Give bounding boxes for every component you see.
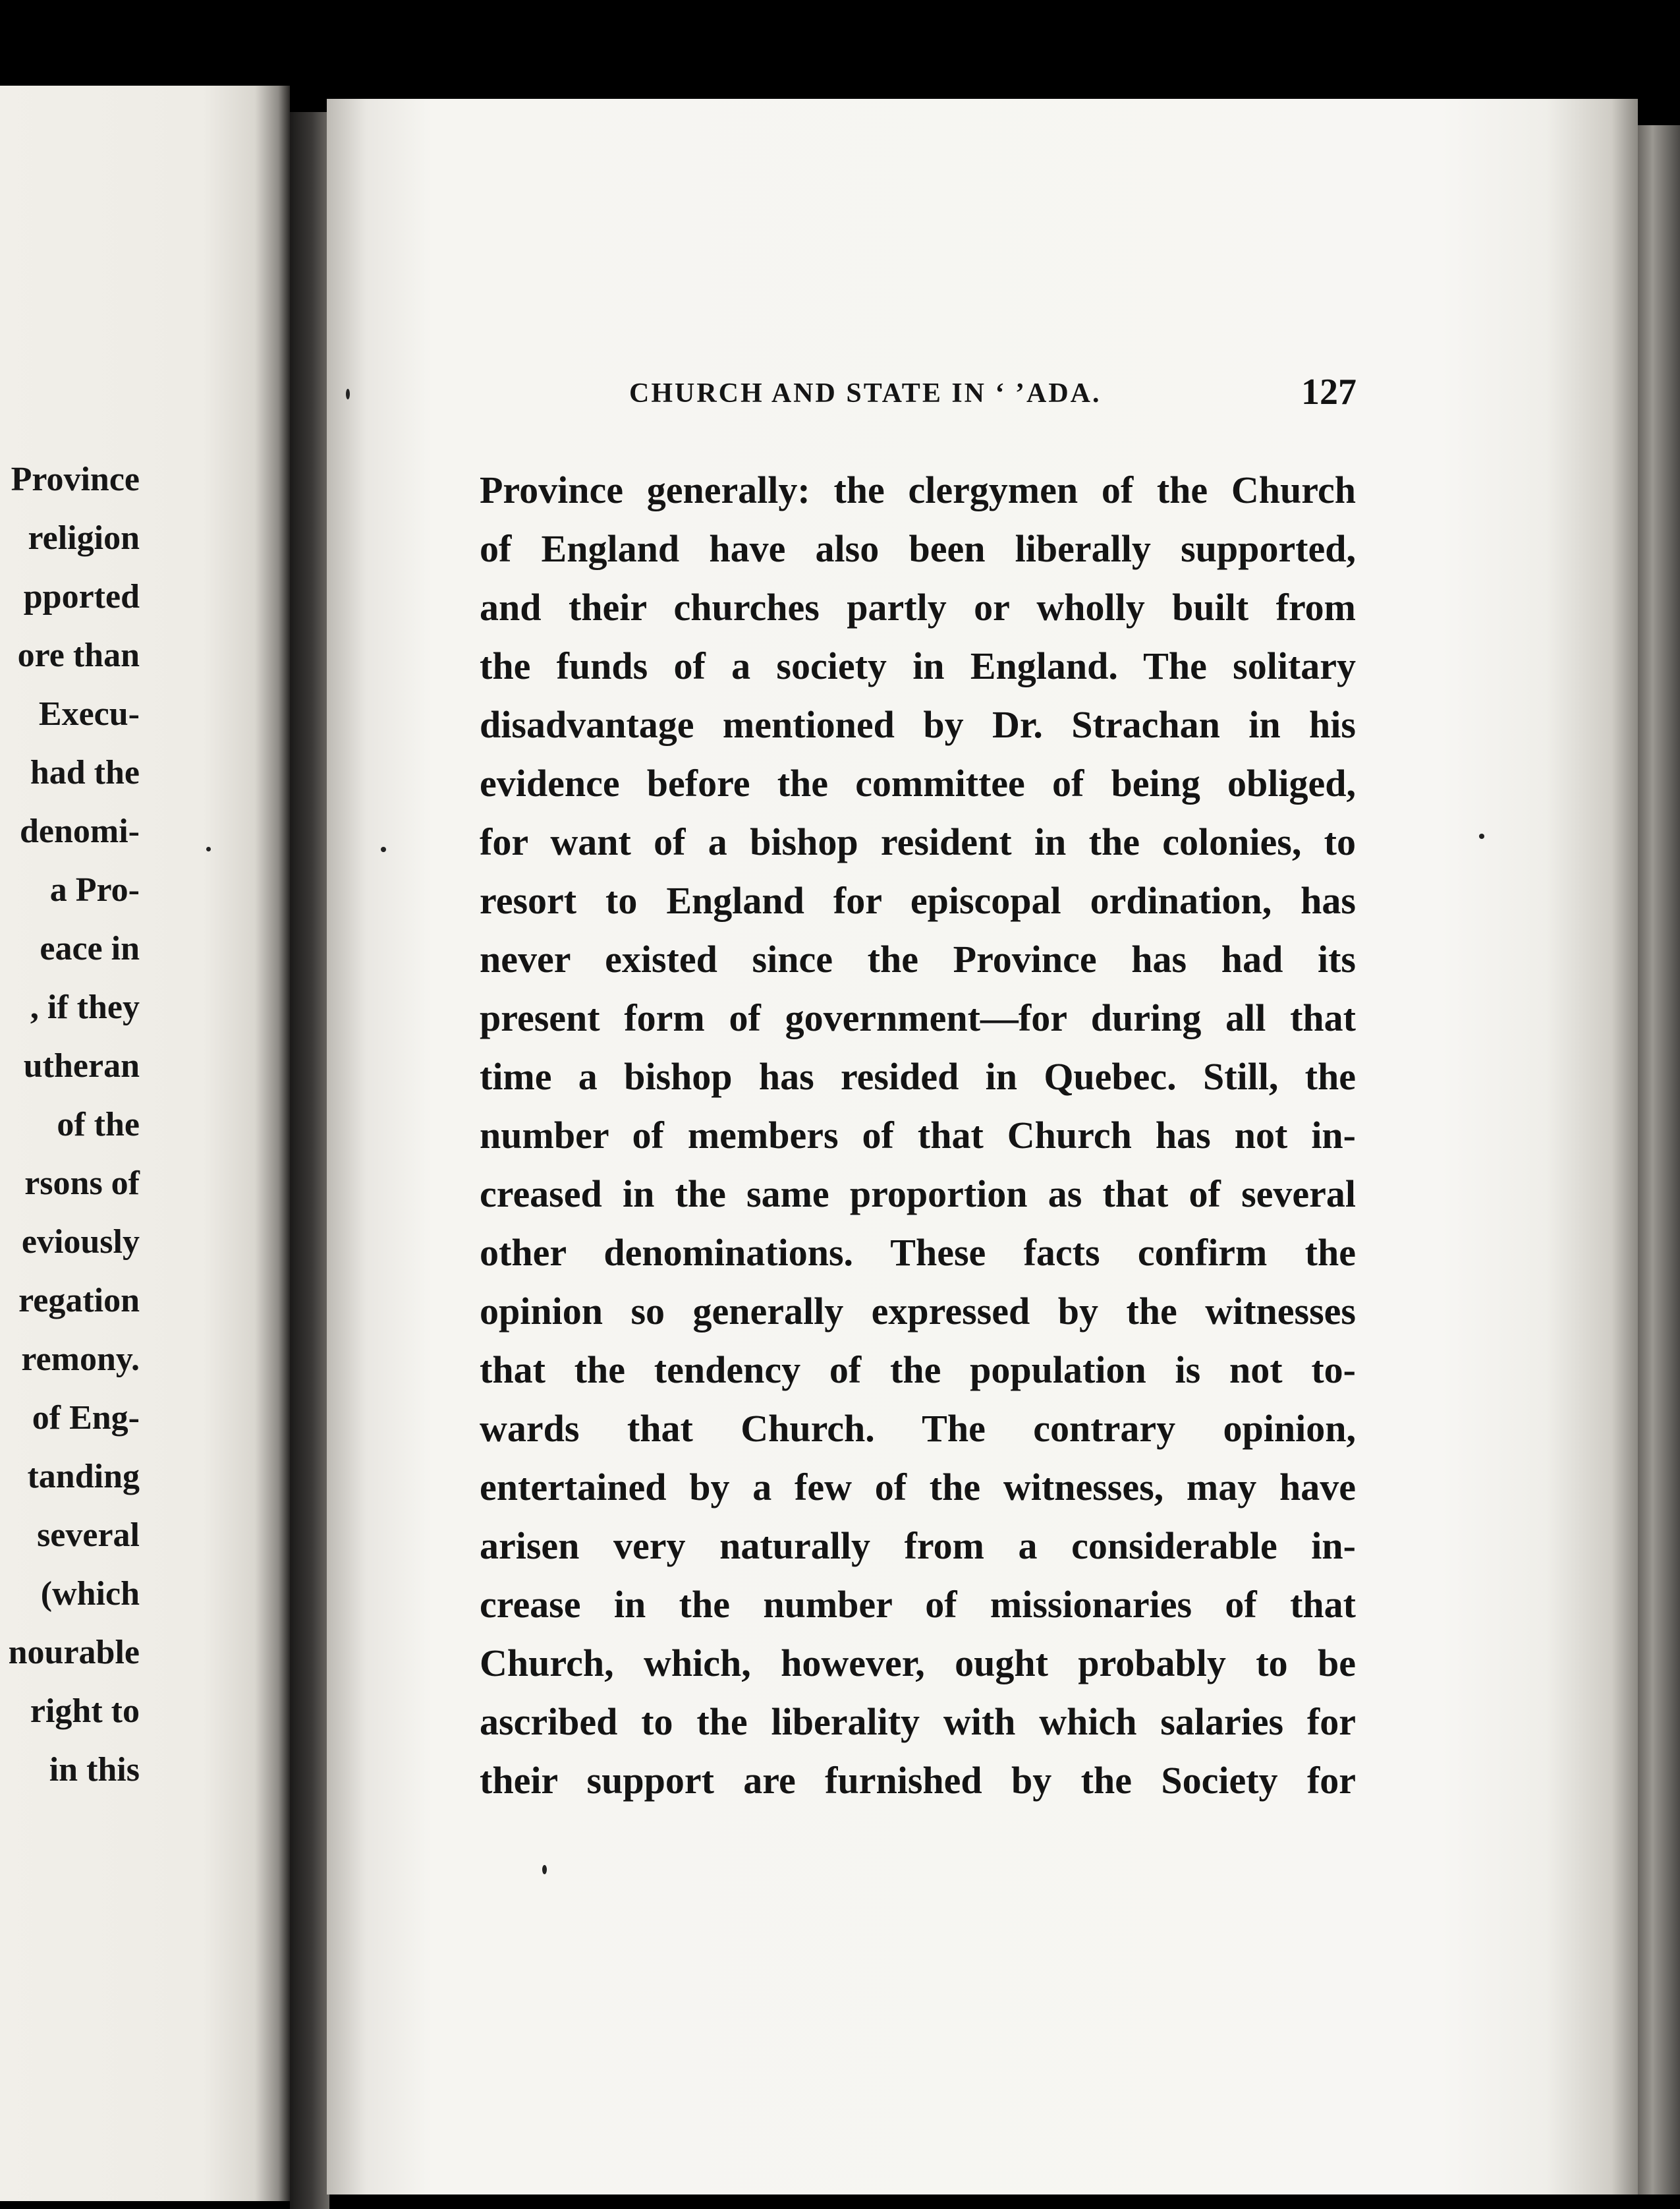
text-line: disadvantage mentioned by Dr. Strachan in his [480, 703, 1356, 746]
left-line: (which [40, 1575, 140, 1613]
left-page-text [0, 450, 140, 1799]
left-line: denomi- [20, 813, 140, 850]
left-line: regation [18, 1282, 140, 1319]
left-line: pported [23, 578, 140, 616]
left-line: a Pro- [49, 871, 140, 909]
left-line: religion [28, 519, 140, 557]
text-line: and their churches partly or wholly built from [480, 586, 1356, 629]
left-line: Execu- [38, 695, 140, 733]
left-line: right to [30, 1692, 140, 1730]
left-line: in this [49, 1751, 140, 1789]
text-line: that the tendency of the population is not to- [480, 1348, 1356, 1391]
left-line: , if they [30, 989, 140, 1026]
left-line: several [37, 1516, 140, 1554]
text-line: crease in the number of missionaries of that [480, 1583, 1356, 1626]
left-line: ore than [17, 637, 140, 674]
left-line: utheran [23, 1047, 140, 1085]
text-line: arisen very naturally from a considerable in- [480, 1524, 1356, 1567]
left-line: of the [57, 1106, 140, 1143]
text-line: number of members of that Church has not in- [480, 1114, 1356, 1157]
scan-speck [1479, 834, 1484, 839]
text-line: never existed since the Province has had its [480, 938, 1356, 981]
left-line: rsons of [24, 1164, 140, 1202]
left-line: nourable [8, 1634, 140, 1671]
text-line: opinion so generally expressed by the witnesses [480, 1290, 1356, 1333]
text-line: the funds of a society in England. The solitary [480, 645, 1356, 687]
text-line: for want of a bishop resident in the colonies, to [480, 820, 1356, 863]
left-line: eace in [40, 930, 140, 967]
text-line: Church, which, however, ought probably to be [480, 1642, 1356, 1684]
page-edge-shadow [1638, 125, 1680, 2195]
text-line: resort to England for episcopal ordination, has [480, 879, 1356, 922]
text-line: entertained by a few of the witnesses, may have [480, 1466, 1356, 1508]
text-line: evidence before the committee of being obliged, [480, 762, 1356, 805]
book-gutter [290, 112, 329, 2209]
text-line: of England have also been liberally supported, [480, 527, 1356, 570]
scan-speck [381, 847, 386, 852]
text-line: creased in the same proportion as that of several [480, 1172, 1356, 1215]
left-line: had the [30, 754, 140, 791]
body-text [480, 461, 1356, 1810]
text-line: Province generally: the clergymen of the Church [480, 469, 1356, 511]
left-line: Province [11, 461, 140, 498]
page-number: 127 [1301, 372, 1357, 413]
scan-speck [206, 847, 211, 851]
left-line: tanding [27, 1458, 140, 1495]
text-line: present form of government—for during all that [480, 996, 1356, 1039]
scan-speck [542, 1865, 547, 1874]
left-line: of Eng- [32, 1399, 140, 1437]
text-line: other denominations. These facts confirm the [480, 1231, 1356, 1274]
left-line: eviously [21, 1223, 140, 1261]
text-line: wards that Church. The contrary opinion, [480, 1407, 1356, 1450]
left-line: remony. [21, 1340, 140, 1378]
text-line: their support are furnished by the Society for [480, 1759, 1356, 1802]
scan-speck [346, 389, 350, 399]
text-line: ascribed to the liberality with which salaries for [480, 1700, 1356, 1743]
text-line: time a bishop has resided in Quebec. Still, the [480, 1055, 1356, 1098]
running-head: CHURCH AND STATE IN ‘ ’ADA. [629, 378, 1102, 409]
